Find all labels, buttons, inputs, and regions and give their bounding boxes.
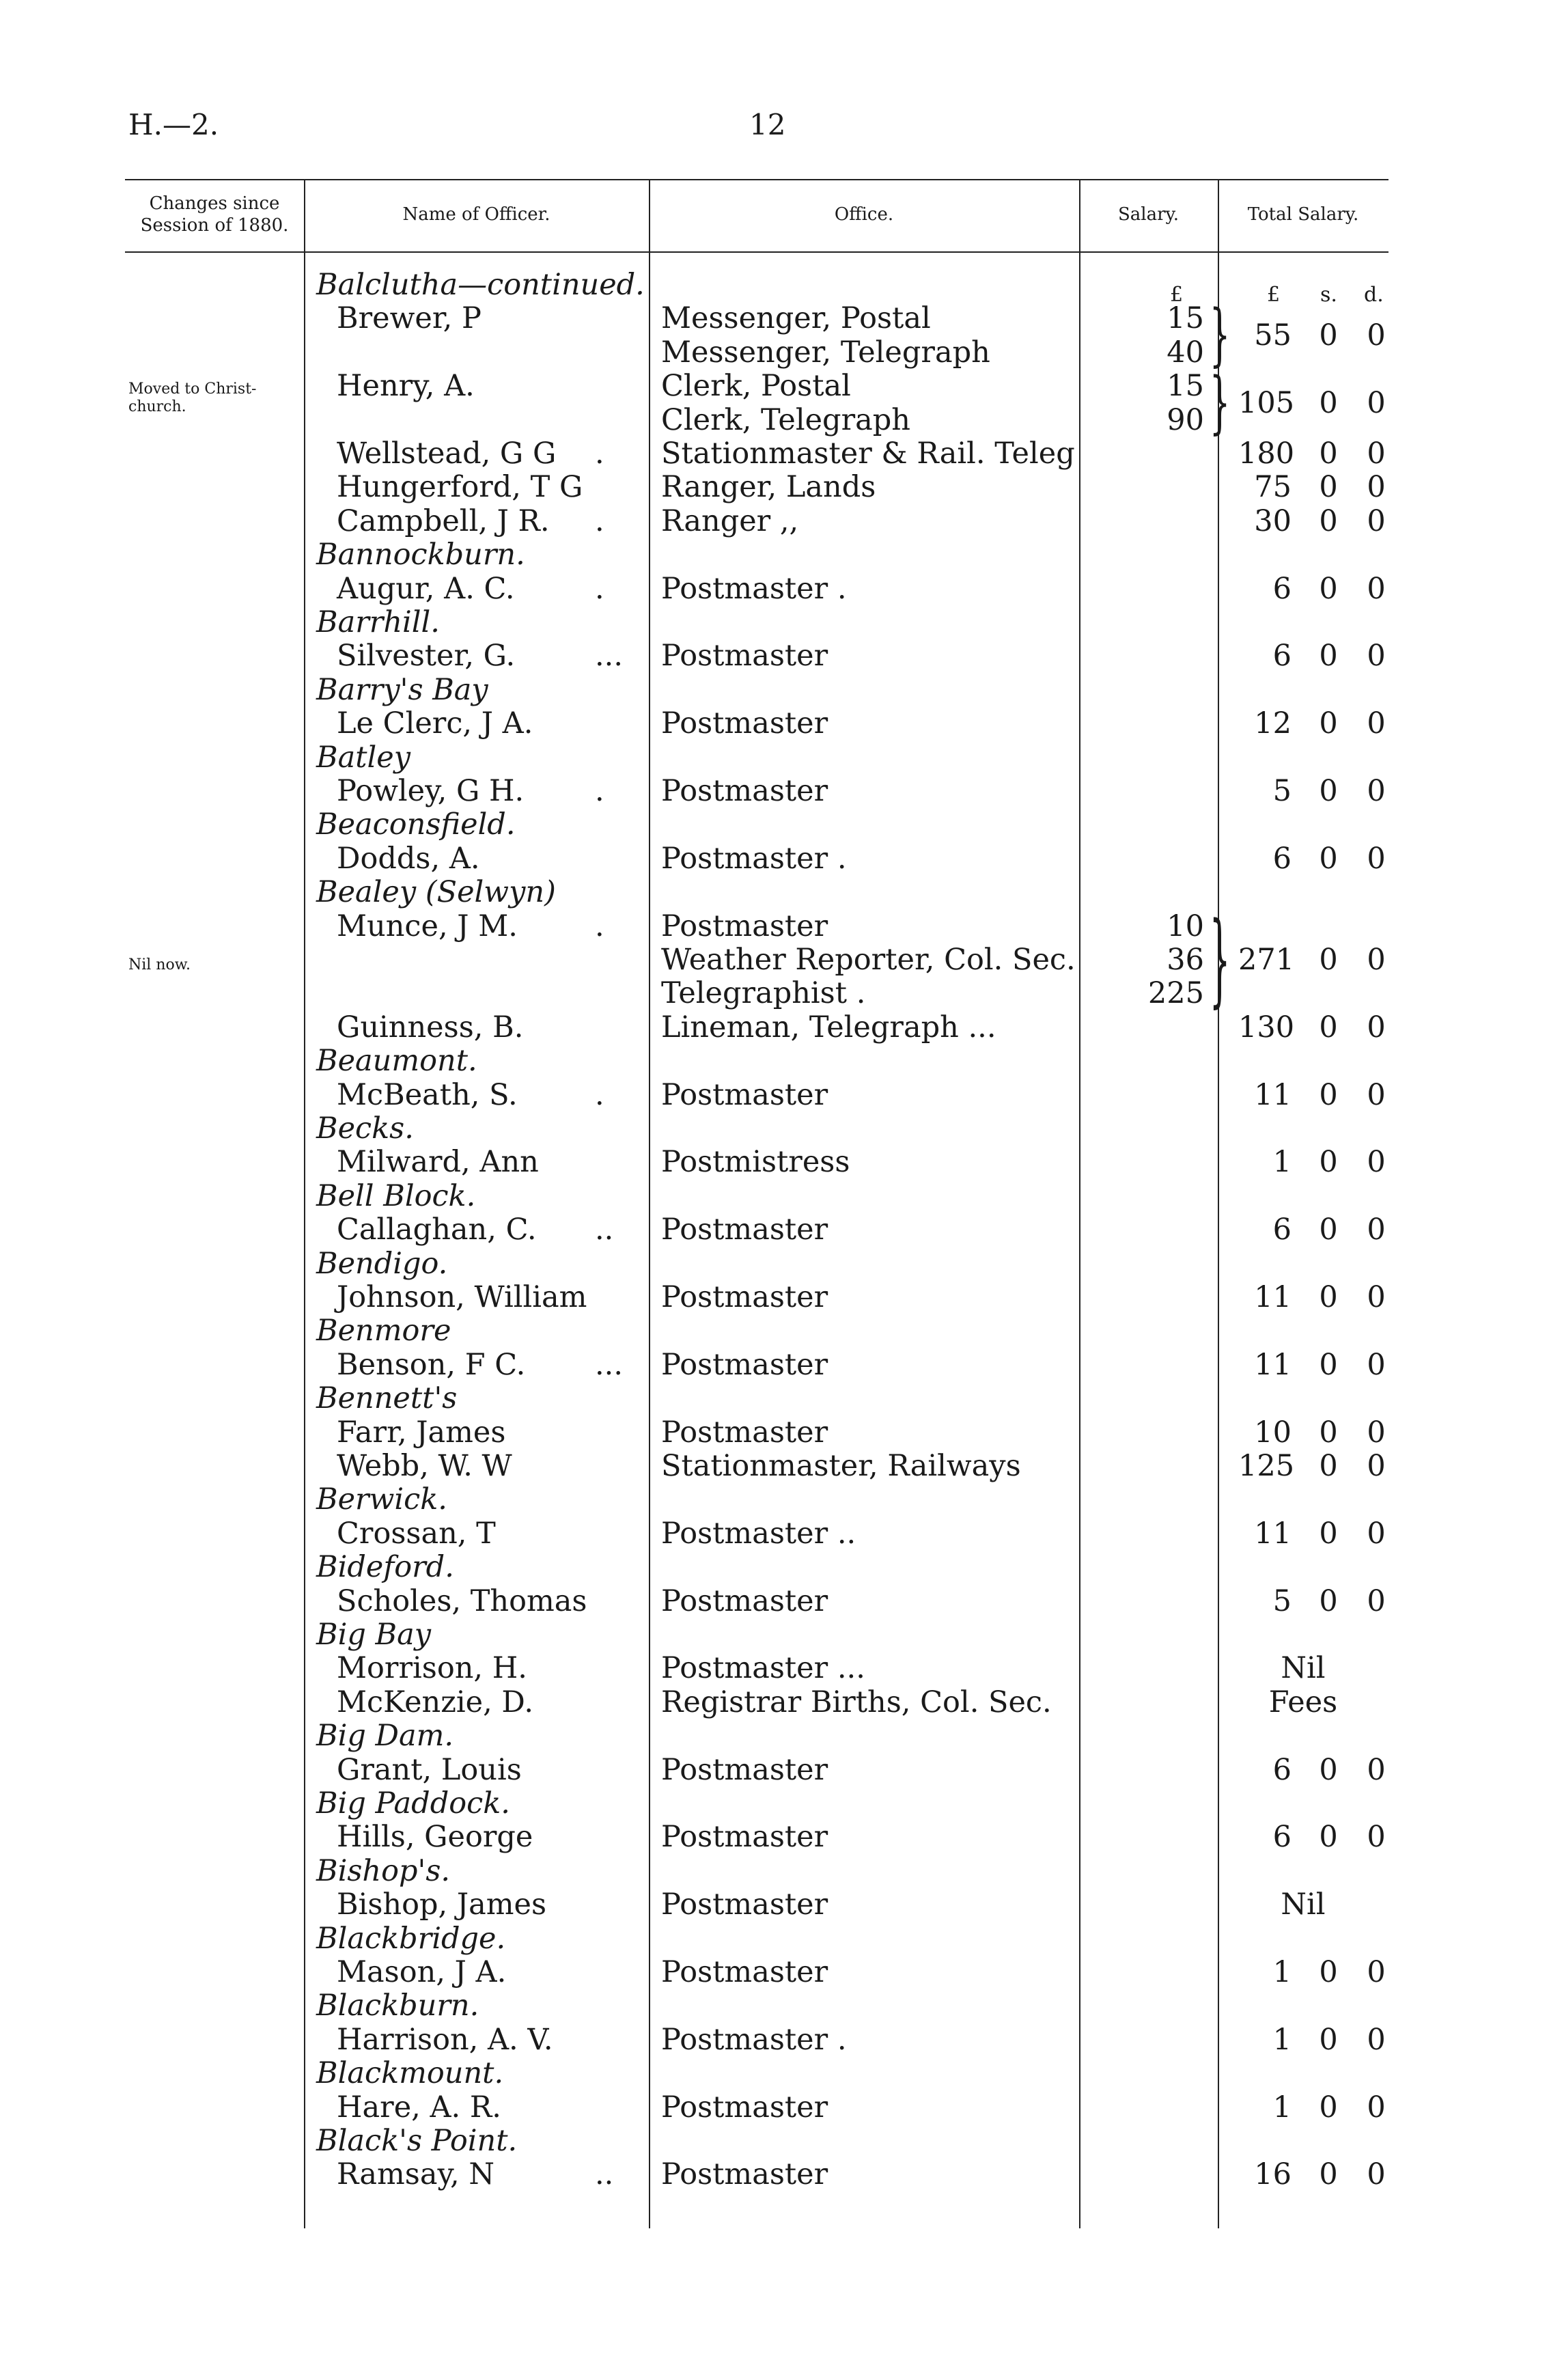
column-header-changes-line: Changes since: [149, 193, 280, 214]
total-shillings: 0: [1319, 571, 1338, 606]
place-heading-row: [125, 1854, 1388, 1888]
office-title: Lineman, Telegraph ...: [661, 1010, 996, 1044]
office-title: Postmaster .: [661, 571, 847, 606]
total-pounds: 125: [1238, 1449, 1295, 1483]
officer-row: [125, 2023, 1388, 2057]
place-name: Balclutha—continued.: [316, 268, 645, 302]
total-shillings: 0: [1319, 841, 1338, 876]
officer-name: Grant, Louis: [337, 1752, 522, 1787]
total-pounds: 1: [1272, 1145, 1292, 1180]
place-heading-row: [125, 741, 1388, 775]
column-header-salary: Salary.: [1117, 204, 1180, 225]
officer-name: Farr, James: [337, 1415, 506, 1450]
total-pounds: 75: [1254, 470, 1292, 505]
salary-value: 15: [1167, 369, 1204, 404]
officer-row: [125, 572, 1388, 606]
total-shillings: 0: [1319, 318, 1338, 352]
office-title: Postmaster ..: [661, 1516, 856, 1551]
total-pence: 0: [1367, 1010, 1386, 1044]
place-heading-row: [125, 1922, 1388, 1956]
officer-name: Wellstead, G G: [337, 437, 557, 471]
grouping-brace: }: [1210, 363, 1231, 443]
place-name: Black's Point.: [316, 2124, 518, 2158]
office-title: Postmaster: [661, 1347, 828, 1382]
total-shillings: 0: [1319, 1583, 1338, 1618]
total-pounds: 6: [1272, 639, 1292, 674]
place-name: Becks.: [316, 1111, 414, 1146]
officer-name: Scholes, Thomas: [337, 1583, 587, 1618]
place-name: Beaumont.: [316, 1044, 477, 1079]
total-pence: 0: [1367, 841, 1386, 876]
place-heading-row: [125, 1482, 1388, 1517]
place-name: Bishop's.: [316, 1853, 451, 1888]
total-pence: 0: [1367, 2157, 1386, 2192]
place-name: Bennett's: [316, 1381, 458, 1416]
total-pounds: 6: [1272, 1213, 1292, 1247]
place-heading-row: [125, 1247, 1388, 1281]
office-title: Postmaster: [661, 706, 828, 741]
place-name: Big Paddock.: [316, 1786, 510, 1821]
office-title: Postmaster: [661, 1077, 828, 1112]
total-pence: 0: [1367, 2022, 1386, 2057]
total-shillings: 0: [1319, 1955, 1338, 1989]
place-heading-row: [125, 2056, 1388, 2090]
column-header-office: Office.: [834, 204, 894, 225]
office-title: Weather Reporter, Col. Sec.: [661, 943, 1076, 977]
total-pence: 0: [1367, 1583, 1386, 1618]
total-shillings: 0: [1319, 385, 1338, 420]
total-shillings: 0: [1319, 470, 1338, 505]
place-name: Bell Block.: [316, 1178, 476, 1213]
officer-name: Dodds, A.: [337, 841, 480, 876]
office-title: Postmaster: [661, 639, 828, 674]
office-title: Telegraphist .: [661, 976, 866, 1011]
group-total-row: [125, 386, 1388, 420]
total-pounds: 11: [1254, 1347, 1292, 1382]
total-pence: 0: [1367, 774, 1386, 808]
total-shillings: 0: [1319, 1752, 1338, 1787]
leader-dots: .: [595, 774, 604, 808]
total-pence: 0: [1367, 437, 1386, 471]
officer-row: [125, 1280, 1388, 1314]
total-shillings: 0: [1319, 1077, 1338, 1112]
officer-name: Brewer, P: [337, 301, 482, 336]
total-pounds: 30: [1254, 503, 1292, 538]
total-pence: 0: [1367, 1077, 1386, 1112]
total-pence: 0: [1367, 318, 1386, 352]
group-total-row: [125, 943, 1388, 977]
total-pounds: 1: [1272, 2090, 1292, 2125]
place-name: Batley: [316, 740, 411, 775]
officer-name: Morrison, H.: [337, 1651, 527, 1686]
officer-name: Milward, Ann: [337, 1145, 539, 1180]
office-title: Postmaster: [661, 1887, 828, 1922]
total-text: Nil: [1281, 1887, 1326, 1922]
officer-row: [125, 909, 1388, 943]
total-shillings: 0: [1319, 503, 1338, 538]
leader-dots: ..: [595, 1213, 614, 1247]
total-pounds: 11: [1254, 1516, 1292, 1551]
place-heading-row: [125, 1381, 1388, 1415]
total-pounds: 12: [1254, 706, 1292, 741]
officer-name: Bishop, James: [337, 1887, 547, 1922]
total-pence: 0: [1367, 571, 1386, 606]
officer-name: Hare, A. R.: [337, 2090, 501, 2125]
total-shillings: 0: [1319, 706, 1338, 741]
officer-row: [125, 706, 1388, 741]
office-title: Ranger ,,: [661, 503, 799, 538]
place-heading-row: [125, 605, 1388, 639]
place-name: Big Dam.: [316, 1719, 454, 1754]
place-name: Bendigo.: [316, 1246, 448, 1281]
total-shillings: 0: [1319, 1010, 1338, 1044]
page-number: 12: [749, 108, 786, 141]
salary-value: 15: [1167, 301, 1204, 336]
office-title: Ranger, Lands: [661, 470, 876, 505]
leader-dots: .: [595, 1077, 604, 1112]
total-pence: 0: [1367, 1752, 1386, 1787]
total-pounds: 11: [1254, 1077, 1292, 1112]
total-pence: 0: [1367, 942, 1386, 977]
total-pounds: 1: [1272, 1955, 1292, 1989]
total-shillings: 0: [1319, 2022, 1338, 2057]
officer-row: [125, 1517, 1388, 1551]
office-title: Clerk, Postal: [661, 369, 851, 404]
officer-row: [125, 470, 1388, 504]
office-title: Postmaster: [661, 909, 828, 943]
officer-row: [125, 504, 1388, 538]
officer-row: [125, 1213, 1388, 1247]
total-pence: 0: [1367, 1955, 1386, 1989]
place-heading-row: [125, 2124, 1388, 2158]
column-header-changes: [125, 193, 304, 236]
place-name: Big Bay: [316, 1618, 432, 1652]
leader-dots: .: [595, 503, 604, 538]
leader-dots: ...: [595, 1347, 624, 1382]
office-title: Postmaster: [661, 1415, 828, 1450]
total-shillings: 0: [1319, 437, 1338, 471]
total-pence: 0: [1367, 1415, 1386, 1450]
column-header-name: Name of Officer.: [402, 204, 550, 225]
officer-row: [125, 1348, 1388, 1382]
total-pence: 0: [1367, 470, 1386, 505]
officer-name: Johnson, William: [337, 1280, 587, 1314]
total-pounds: 6: [1272, 571, 1292, 606]
place-name: Barry's Bay: [316, 672, 488, 707]
place-heading-row: [125, 1550, 1388, 1584]
total-shillings: 0: [1319, 942, 1338, 977]
officer-row: [125, 976, 1388, 1010]
total-pence: 0: [1367, 1449, 1386, 1483]
office-title: Postmaster: [661, 1213, 828, 1247]
office-title: Postmaster: [661, 1752, 828, 1787]
total-pence: 0: [1367, 706, 1386, 741]
header-bottom-rule: [125, 251, 1388, 253]
officer-row: [125, 1887, 1388, 1922]
salary-value: 225: [1147, 976, 1204, 1011]
total-pounds: 105: [1238, 385, 1295, 420]
place-heading-row: [125, 538, 1388, 572]
salary-unit-pound: £: [1170, 283, 1184, 307]
officer-row: [125, 1415, 1388, 1450]
change-note: [128, 380, 257, 416]
officer-name: Hungerford, T G: [337, 470, 583, 505]
place-name: Blackburn.: [316, 1989, 479, 2023]
total-text: Nil: [1281, 1651, 1326, 1686]
place-heading-row: [125, 875, 1388, 909]
office-title: Postmaster: [661, 1955, 828, 1989]
place-heading-row: [125, 1179, 1388, 1213]
change-note: [128, 956, 191, 974]
total-pence: 0: [1367, 1145, 1386, 1180]
total-shillings: 0: [1319, 2157, 1338, 2192]
place-name: Blackbridge.: [316, 1921, 506, 1956]
officer-row: [125, 1753, 1388, 1787]
grouping-brace: }: [1210, 296, 1231, 375]
place-heading-row: [125, 807, 1388, 842]
office-title: Messenger, Telegraph: [661, 335, 990, 370]
leader-dots: .: [595, 909, 604, 943]
officer-row: [125, 437, 1388, 471]
office-title: Postmistress: [661, 1145, 850, 1180]
total-pounds: 6: [1272, 841, 1292, 876]
officer-name: Benson, F C.: [337, 1347, 526, 1382]
officer-name: Henry, A.: [337, 369, 475, 404]
column-header-total: Total Salary.: [1247, 204, 1359, 225]
officer-name: Crossan, T: [337, 1516, 496, 1551]
total-shillings: 0: [1319, 1347, 1338, 1382]
officer-row: [125, 2157, 1388, 2191]
leader-dots: .: [595, 571, 604, 606]
total-shillings: 0: [1319, 1213, 1338, 1247]
officer-row: [125, 1955, 1388, 1989]
total-pence: 0: [1367, 503, 1386, 538]
place-name: Benmore: [316, 1314, 451, 1348]
total-unit-pound: £: [1267, 283, 1281, 307]
total-pence: 0: [1367, 2090, 1386, 2125]
salary-value: 40: [1167, 335, 1204, 370]
place-heading-row: [125, 1989, 1388, 2023]
office-title: Stationmaster & Rail. Teleg: [661, 437, 1075, 471]
leader-dots: .: [595, 437, 604, 471]
office-title: Postmaster ...: [661, 1651, 865, 1686]
total-pounds: 5: [1272, 1583, 1292, 1618]
officer-name: Harrison, A. V.: [337, 2022, 553, 2057]
total-pence: 0: [1367, 1347, 1386, 1382]
place-heading-row: [125, 1111, 1388, 1146]
officer-row: [125, 1820, 1388, 1854]
office-title: Postmaster: [661, 1280, 828, 1314]
officer-name: Hills, George: [337, 1820, 533, 1855]
total-pounds: 130: [1238, 1010, 1295, 1044]
total-pounds: 11: [1254, 1280, 1292, 1314]
officer-name: McBeath, S.: [337, 1077, 518, 1112]
office-title: Clerk, Telegraph: [661, 402, 910, 437]
total-shillings: 0: [1319, 2090, 1338, 2125]
total-pounds: 10: [1254, 1415, 1292, 1450]
officer-row: [125, 1078, 1388, 1112]
change-note-line: Moved to Christ-: [128, 380, 257, 398]
document-reference: H.—2.: [128, 108, 219, 141]
place-name: Bealey (Selwyn): [316, 875, 556, 910]
officer-name: Ramsay, N: [337, 2157, 495, 2192]
total-pounds: 271: [1238, 942, 1295, 977]
officer-name: Augur, A. C.: [337, 571, 515, 606]
officer-row: [125, 842, 1388, 876]
place-heading-row: [125, 1618, 1388, 1652]
total-pounds: 5: [1272, 774, 1292, 808]
officer-row: [125, 774, 1388, 808]
place-name: Berwick.: [316, 1482, 447, 1517]
officer-row: [125, 1145, 1388, 1179]
office-title: Messenger, Postal: [661, 301, 931, 336]
total-pounds: 6: [1272, 1752, 1292, 1787]
officers-table: [125, 179, 1388, 2228]
total-shillings: 0: [1319, 1145, 1338, 1180]
total-pounds: 180: [1238, 437, 1295, 471]
officer-row: [125, 2090, 1388, 2125]
place-heading-row: [125, 1786, 1388, 1821]
office-title: Postmaster: [661, 1820, 828, 1855]
salary-value: 36: [1167, 943, 1204, 977]
place-heading-row: [125, 1314, 1388, 1348]
column-header-changes-line: Session of 1880.: [140, 215, 289, 236]
total-shillings: 0: [1319, 1415, 1338, 1450]
total-pence: 0: [1367, 1213, 1386, 1247]
officer-name: Webb, W. W: [337, 1449, 512, 1483]
officer-name: Mason, J A.: [337, 1955, 507, 1989]
office-title: Postmaster: [661, 2157, 828, 2192]
salary-value: 90: [1167, 402, 1204, 437]
total-pounds: 6: [1272, 1820, 1292, 1855]
officer-name: Silvester, G.: [337, 639, 516, 674]
officer-row: [125, 1584, 1388, 1618]
total-pence: 0: [1367, 1820, 1386, 1855]
office-title: Postmaster .: [661, 2022, 847, 2057]
total-pence: 0: [1367, 639, 1386, 674]
officer-name: McKenzie, D.: [337, 1685, 534, 1719]
office-title: Registrar Births, Col. Sec.: [661, 1685, 1052, 1719]
group-total-row: [125, 318, 1388, 352]
place-name: Blackmount.: [316, 2056, 504, 2091]
total-shillings: 0: [1319, 639, 1338, 674]
leader-dots: ...: [595, 639, 624, 674]
change-note-line: Nil now.: [128, 956, 191, 973]
total-pounds: 16: [1254, 2157, 1292, 2192]
grouping-brace: }: [1210, 900, 1231, 1019]
total-pence: 0: [1367, 1280, 1386, 1314]
officer-name: Powley, G H.: [337, 774, 525, 808]
place-heading-row: [125, 1044, 1388, 1078]
total-pounds: 55: [1254, 318, 1292, 352]
table-top-rule: [125, 179, 1388, 180]
total-text: Fees: [1268, 1685, 1338, 1719]
officer-name: Callaghan, C.: [337, 1213, 537, 1247]
place-heading-row: [125, 673, 1388, 707]
office-title: Stationmaster, Railways: [661, 1449, 1021, 1483]
officer-row: [125, 1685, 1388, 1719]
office-title: Postmaster: [661, 1583, 828, 1618]
place-name: Beaconsfield.: [316, 807, 516, 842]
leader-dots: ..: [595, 2157, 614, 2192]
officer-name: Munce, J M.: [337, 909, 518, 943]
office-title: Postmaster: [661, 774, 828, 808]
office-title: Postmaster: [661, 2090, 828, 2125]
officer-row: [125, 1449, 1388, 1483]
place-heading-row: [125, 268, 1388, 302]
officer-row: [125, 1651, 1388, 1685]
total-unit-shillings: s.: [1320, 283, 1337, 307]
total-unit-pence: d.: [1364, 283, 1384, 307]
place-name: Bannockburn.: [316, 538, 525, 572]
office-title: Postmaster .: [661, 841, 847, 876]
total-pence: 0: [1367, 385, 1386, 420]
officer-row: [125, 639, 1388, 673]
officer-row: [125, 1010, 1388, 1044]
salary-value: 10: [1167, 909, 1204, 943]
place-name: Bideford.: [316, 1550, 454, 1585]
officer-name: Le Clerc, J A.: [337, 706, 533, 741]
officer-name: Guinness, B.: [337, 1010, 524, 1044]
total-pounds: 1: [1272, 2022, 1292, 2057]
total-shillings: 0: [1319, 1820, 1338, 1855]
total-shillings: 0: [1319, 1516, 1338, 1551]
total-pence: 0: [1367, 1516, 1386, 1551]
change-note-line: church.: [128, 398, 186, 415]
total-shillings: 0: [1319, 1280, 1338, 1314]
place-name: Barrhill.: [316, 605, 440, 639]
place-heading-row: [125, 1719, 1388, 1753]
officer-name: Campbell, J R.: [337, 503, 550, 538]
total-shillings: 0: [1319, 1449, 1338, 1483]
total-shillings: 0: [1319, 774, 1338, 808]
